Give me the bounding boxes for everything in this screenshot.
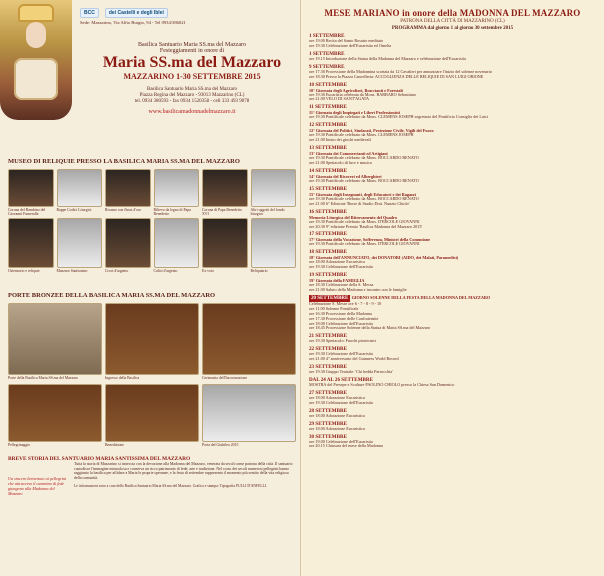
program-day: 19 SETTEMBRE 19° Giornata della FAMIGLIA ore 18.30 Celebrazione della S. Messa ore 21.00 Saluto della Madonna e incontro con le famiglie	[309, 272, 407, 293]
program-day: 1 SETTEMBRE ore 19.15 Introduzione della Statua della Madonna del Mazzaro e celebrazione dell'Eucaristia	[309, 50, 466, 61]
crown-icon	[18, 4, 54, 22]
doors-grid-2	[8, 384, 296, 447]
right-header	[301, 0, 604, 34]
program-day: DAL 24 AL 26 SETTEMBRE MOSTRA del Presepe e Sculture PAOLINO CHIOLO presso la Chiesa San Domenico	[309, 377, 455, 387]
top-meta	[80, 8, 292, 46]
museum-grid-2	[8, 218, 296, 273]
museum-item: Corona del Bambino del Giovanni Fumeralla	[8, 169, 54, 217]
main-dates: MAZZARINO 1-30 SETTEMBRE 2015	[123, 72, 261, 81]
museum-item: Rilievo da legno di Papa Benedetto	[154, 169, 200, 217]
contact-line2: Piazza Regina del Mazzaro - 93013 Mazzarino (CL)	[139, 93, 245, 98]
museum-item: Reliquiario	[251, 218, 297, 273]
face-icon	[26, 22, 46, 48]
program-day: 23 SETTEMBRE ore 19.30 Gruppo Teatrale: 'Chi bedda Parrocchia'	[309, 364, 393, 375]
right-title: MESE MARIANO in onore della MADONNA DEL MAZZARO	[324, 8, 581, 18]
header-line1: Basilica Santuario Maria SS.ma del Mazzaro	[138, 42, 246, 48]
program-day: 16 SETTEMBRE Memoria Liturgica del Ritrovamento del Quadro ore 19.30 Pontificale celebrato da Mons. D'ERCOLE GIOVANNI ore 20.30 9° edizione Premio 'Basilica Madonna del Mazzaro 2015'	[309, 208, 423, 229]
door-item: Benedizione	[105, 384, 199, 447]
program-day: 29 SETTEMBRE ore 18.00 Adorazione Eucaristica	[309, 420, 365, 431]
program-day: 14 SETTEMBRE 14° Giornata del Ricoveri ed Alberghieri ore 19.30 Pontificale celebrato da Mons. BOCCARDO RENATO	[309, 167, 419, 183]
door-item: Porte della Basilica Maria SS.ma del Mazzaro	[8, 303, 102, 380]
door-item: Ingresso della Basilica	[105, 303, 199, 380]
program-day: 18 SETTEMBRE 18° Giornata dell'ANNUNCIATO, dei DONATORI (AIDO, dei Malati, Paramedici) ore 18.00 Adorazione Eucaristica ore 19.30 Celebrazione dell'Eucaristia	[309, 249, 459, 270]
program-list	[309, 32, 596, 572]
museum-item: Mazzaro Santissimo	[57, 218, 103, 273]
top-contact: Sede: Mazzarino, Via Alfio Burgio, 94 - Tel 0934/386021	[80, 20, 186, 25]
welcome-note: Un sincero benvenuto ai pellegrini che attraverso il cammino di fede giungono alla Madonna del Mazzaro	[8, 476, 67, 496]
program-day: 9 SETTEMBRE ore 17.30 Processione della Madonnina scortata da 12 Cavalieri per annunciare l'inizio del solenne novenario ore 18.30 Presso la Piazza Cancelleria: ACCOGLIENZA DELLE RELIQUIE DI SAN LUIGI ORIONE	[309, 63, 492, 79]
program-day: 28 SETTEMBRE ore 18.00 Adorazione Eucaristica	[309, 407, 365, 418]
program-day: 21 SETTEMBRE ore 19.30 Spettacolo: Fuochi pirotecnici	[309, 333, 377, 344]
left-header	[88, 42, 296, 115]
door-item: Pellegrinaggio	[8, 384, 102, 447]
program-day: 12 SETTEMBRE 12° Giornata del Politici, Sindacati, Protezione Civile, Vigili del Fuoco ore 19.30 Pontificale celebrato da Mons. CLEMENS JOSEPH ore 21.00 Inizio dei giochi medievali	[309, 122, 434, 143]
right-panel	[300, 0, 604, 576]
program-title: PROGRAMMA dal giorno 1 al giorno 30 settembre 2015	[391, 26, 514, 31]
museum-item: Rappe Codici Liturgici	[57, 169, 103, 217]
program-day-main: 20 SETTEMBRE GIORNO SOLENNE DELLA FESTA DELLA MADONNA DEL MAZZARO Celebrazione S. Messe ore 6 - 7 - 8 - 9 - 10 ore 11.00 Solenne Pontificale ore 16.30 Processione della Madonna ore 17.30 Processione delle Confraternite ore 18.00 Celebrazione dell'Eucaristia ore 18.45 Processione Solenne della Statua di Maria SS.ma del Mazzaro	[309, 294, 491, 331]
story-text: Tutta la storia di Mazzarino si intreccia con la devozione alla Madonna del Mazzaro, venerata da secoli come patrona della città. Il santuario custodisce l'immagine miracolosa e conserva un ricco patrimonio di fede, arte e tradizione. Nel corso dei secoli numerosi pellegrini hanno raggiunto la basilica per affidare a Maria le proprie speranze, e la festa di settembre rappresenta il momento più sentito della vita religiosa della comunità.	[74, 462, 293, 481]
credits: Le informazioni sono a cura della Basilica Santuario Maria SS.ma del Mazzaro. Grafica e stampa: Tipografia FULLI D'ANFELLI.	[74, 483, 267, 488]
museum-title: MUSEO DI RELIQUIE PRESSO LA BASILICA MARIA SS.MA DEL MAZZARO	[8, 158, 240, 165]
madonna-statue-image	[0, 0, 72, 120]
museum-item: Croci d'argento	[105, 218, 151, 273]
website-link[interactable]: www.basilicamadonnadelmazzaro.it	[148, 109, 236, 115]
program-day: 27 SETTEMBRE ore 18.00 Adorazione Eucaristica ore 19.30 Celebrazione dell'Eucaristia	[309, 389, 373, 405]
main-feast-badge: 20 SETTEMBRE	[311, 295, 349, 301]
museum-item: Ostensorio e reliquie	[8, 218, 54, 273]
contact-line1: Basilica Santuario Maria SS.ma del Mazzaro	[147, 87, 237, 92]
main-title: Maria SS.ma del Mazzaro	[102, 54, 282, 71]
contact-line3: tel. 0934 380593 - fax 0934 1520358 - cell 333 493 9078	[134, 99, 250, 104]
program-day: 30 SETTEMBRE ore 19.00 Celebrazione dell'Eucaristia ore 20.15 Chiusura del mese della Madonna	[309, 433, 383, 449]
program-day: 15 SETTEMBRE 15° Giornata degli Insegnanti, degli Educatori e dei Ragazzi ore 19.30 Pontificale celebrato da Mons. BOCCARDO RENATO ore 21.00 6° Edizione 'Borse di Studio Dott. Nunzio Chiolo'	[309, 185, 419, 206]
story-title: BREVE STORIA DEL SANTUARIO MARIA SANTISSIMA DEL MAZZARO	[8, 456, 191, 462]
museum-item: Altri oggetti del fondo liturgico	[251, 169, 297, 217]
museum-item: Ex voto	[202, 218, 248, 273]
program-day: 13 SETTEMBRE 13° Giornata dei Commercianti ed Artigiani ore 19.30 Pontificale celebrato da Mons. BOCCARDO RENATO ore 21.00 Spettacolo di luce e musica	[309, 145, 419, 165]
contact-block	[88, 87, 296, 105]
bank-logo: dei Castelli e degli Iblei	[105, 8, 168, 18]
program-day: 10 SETTEMBRE 10° Giornata degli Agricoltori, Braccianti e Forestali ore 19.30 Eucaristia celebrata da Mons. BARBARO Sebastiano ore 21.00 VELO DI SANT'AGATA	[309, 81, 416, 102]
door-item: Porta del Giubileo 2015	[202, 384, 296, 447]
program-day: 17 SETTEMBRE 17° Giornata della Vocazione, Sofferenza, Ministri della Comunione ore 19.30 Pontificale celebrato da Mons. D'ERCOLE GIOVANNI	[309, 231, 431, 247]
doors-grid	[8, 303, 296, 380]
museum-item: Corona di Papa Benedetto XVI	[202, 169, 248, 217]
program-day: 1 SETTEMBRE ore 19.00 Recita del Santo Rosario meditato ore 19.30 Celebrazione dell'Eucaristia ed Omelia	[309, 33, 392, 48]
program-day: 11 SETTEMBRE 11° Giornata degli Impiegati e Liberi Professionisti ore 19.30 Pontificale celebrato da Mons. CLEMENS JOSEPH segretario del Pontificio Consiglio dei Laici	[309, 104, 488, 120]
museum-grid	[8, 169, 296, 217]
bcc-logo: BCC	[80, 8, 99, 18]
program-day: 22 SETTEMBRE ore 19.30 Celebrazione dell'Eucaristia ore 21.00 4° anniversario del Guinness World Record	[309, 346, 399, 362]
header-line2: Festeggiamenti in onore di	[159, 48, 225, 54]
door-item: Cerimonia dell'Incoronazione	[202, 303, 296, 380]
right-subtitle: PATRONA DELLA CITTÀ DI MAZZARINO (CL)	[400, 19, 505, 24]
history-section	[8, 456, 296, 572]
doors-title: PORTE BRONZEE DELLA BASILICA MARIA SS.MA DEL MAZZARO	[8, 292, 216, 299]
museum-item: Ricamo con flussi d'oro	[105, 169, 151, 217]
left-panel	[0, 0, 300, 576]
museum-item: Calici d'argento	[154, 218, 200, 273]
child-icon	[14, 58, 58, 100]
